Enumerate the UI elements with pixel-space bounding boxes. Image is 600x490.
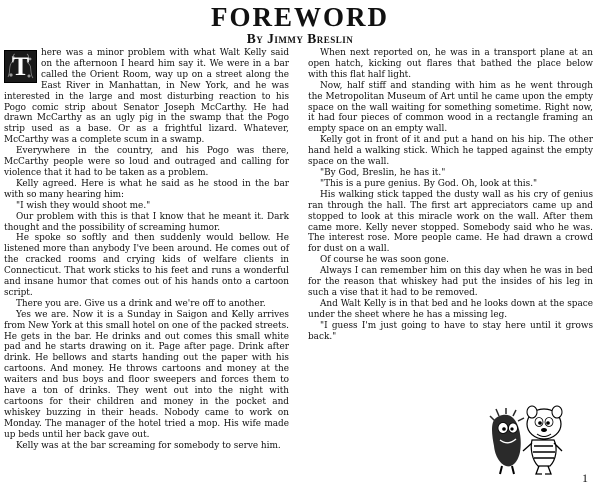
page-number: 1	[582, 471, 588, 485]
paragraph: Now, half stiff and standing with him as he went through the Metropolitan Museum of Art until he came upon the empty space on the wall waiting for something sometime. Right now, it had four pieces of common wood in a rectangle framing an empty space on an empty wall.	[308, 80, 593, 135]
paragraph: His walking stick tapped the dusty wall as his cry of genius ran through the hall. The first art appreciators came up and stopped to look at this miracle work on the wall. After them came more. Kelly never stopped. Somebody said who he was. The interest rose. More people came. He had drawn a crowd for dust on a wall.	[308, 189, 593, 255]
dropcap-letter: T	[11, 52, 30, 81]
paragraph: "I guess I'm just going to have to stay here until it grows back."	[308, 320, 593, 342]
paragraph: Of course he was soon gone.	[320, 255, 449, 266]
paragraph: Always I can remember him on this day when he was in bed for the reason that whiskey had put the insides of his leg in such a vise that it had to be removed.	[308, 266, 593, 298]
paragraph: There you are. Give us a drink and we're off to another.	[16, 298, 266, 309]
paragraph: Everywhere in the country, and his Pogo was there, McCarthy people were so loud and outraged and calling for violence that it had to be taken as a problem.	[4, 146, 289, 178]
left-column	[4, 48, 289, 452]
paragraph: Kelly was at the bar screaming for somebody to serve him.	[16, 440, 281, 451]
paragraph: Kelly agreed. Here is what he said as he stood in the bar with so many hearing him:	[4, 178, 289, 200]
paragraph: Kelly got in front of it and put a hand on his hip. The other hand held a walking stick. Which he tapped against the empty space on the wall.	[308, 135, 593, 168]
paragraph: Yes we are. Now it is a Sunday in Saigon and Kelly arrives from New York at this small hotel on one of the packed streets. He gets in the bar. He drinks and out comes this small white pad and he starts drawing on it. Page after page. Drink after drink. He bellows and starts handing out the paper with his cartoons. And money. He throws cartoons and money at the waiters and bus boys and floor sweepers and forces them to have a ton of drinks. They went out into the night with cartoons for their children and money in the pocket and whiskey buzzing in their heads. Nobody came to work on Monday. The manager of the hotel tried a mop. His wife made up beds until her back gave out.	[4, 309, 289, 440]
paragraph-text: here was a minor problem with what Walt Kelly said on the afternoon I heard him say it. We were in a bar called the Orient Room, way up on a street along the East River in Manhattan, in New York, and he was interested in the large and most disturbing reaction to his Pogo comic strip about Senator Joseph McCarthy. He had drawn McCarthy as an ugly pig in the swamp that the Pogo strip used as a base. Or as a frightful lizard. Whatever, McCarthy was a complete scum in a swamp.	[4, 48, 289, 146]
page-title: FOREWORD	[211, 2, 389, 32]
byline: By Jimmy Breslin	[246, 31, 354, 46]
pogo-characters-illustration	[482, 388, 574, 480]
paragraph: "This is a pure genius. By God. Oh, look at this."	[320, 178, 538, 189]
paragraph: When next reported on, he was in a transport plane at an open hatch, kicking out flares that bathed the place below with this flat half light.	[308, 48, 593, 80]
paragraph: "I wish they would shoot me."	[16, 200, 151, 211]
paragraph: And Walt Kelly is in that bed and he looks down at the space under the sheet where he has a missing leg.	[308, 298, 593, 320]
paragraph	[4, 48, 289, 146]
right-column	[308, 48, 593, 342]
paragraph: "By God, Breslin, he has it."	[320, 167, 446, 178]
ornate-dropcap-icon	[4, 50, 37, 83]
paragraph: He spoke so softly and then suddenly would bellow. He listened more than anybody I've been around. He comes out of the cracked rooms and crying kids of welfare clients in Connecticut. That work sticks to his feet and runs a wonderful and insane humor that comes out of his hands onto a cartoon script.	[4, 233, 289, 298]
paragraph: Our problem with this is that I know that he meant it. Dark thought and the possibility of screaming humor.	[4, 211, 289, 233]
